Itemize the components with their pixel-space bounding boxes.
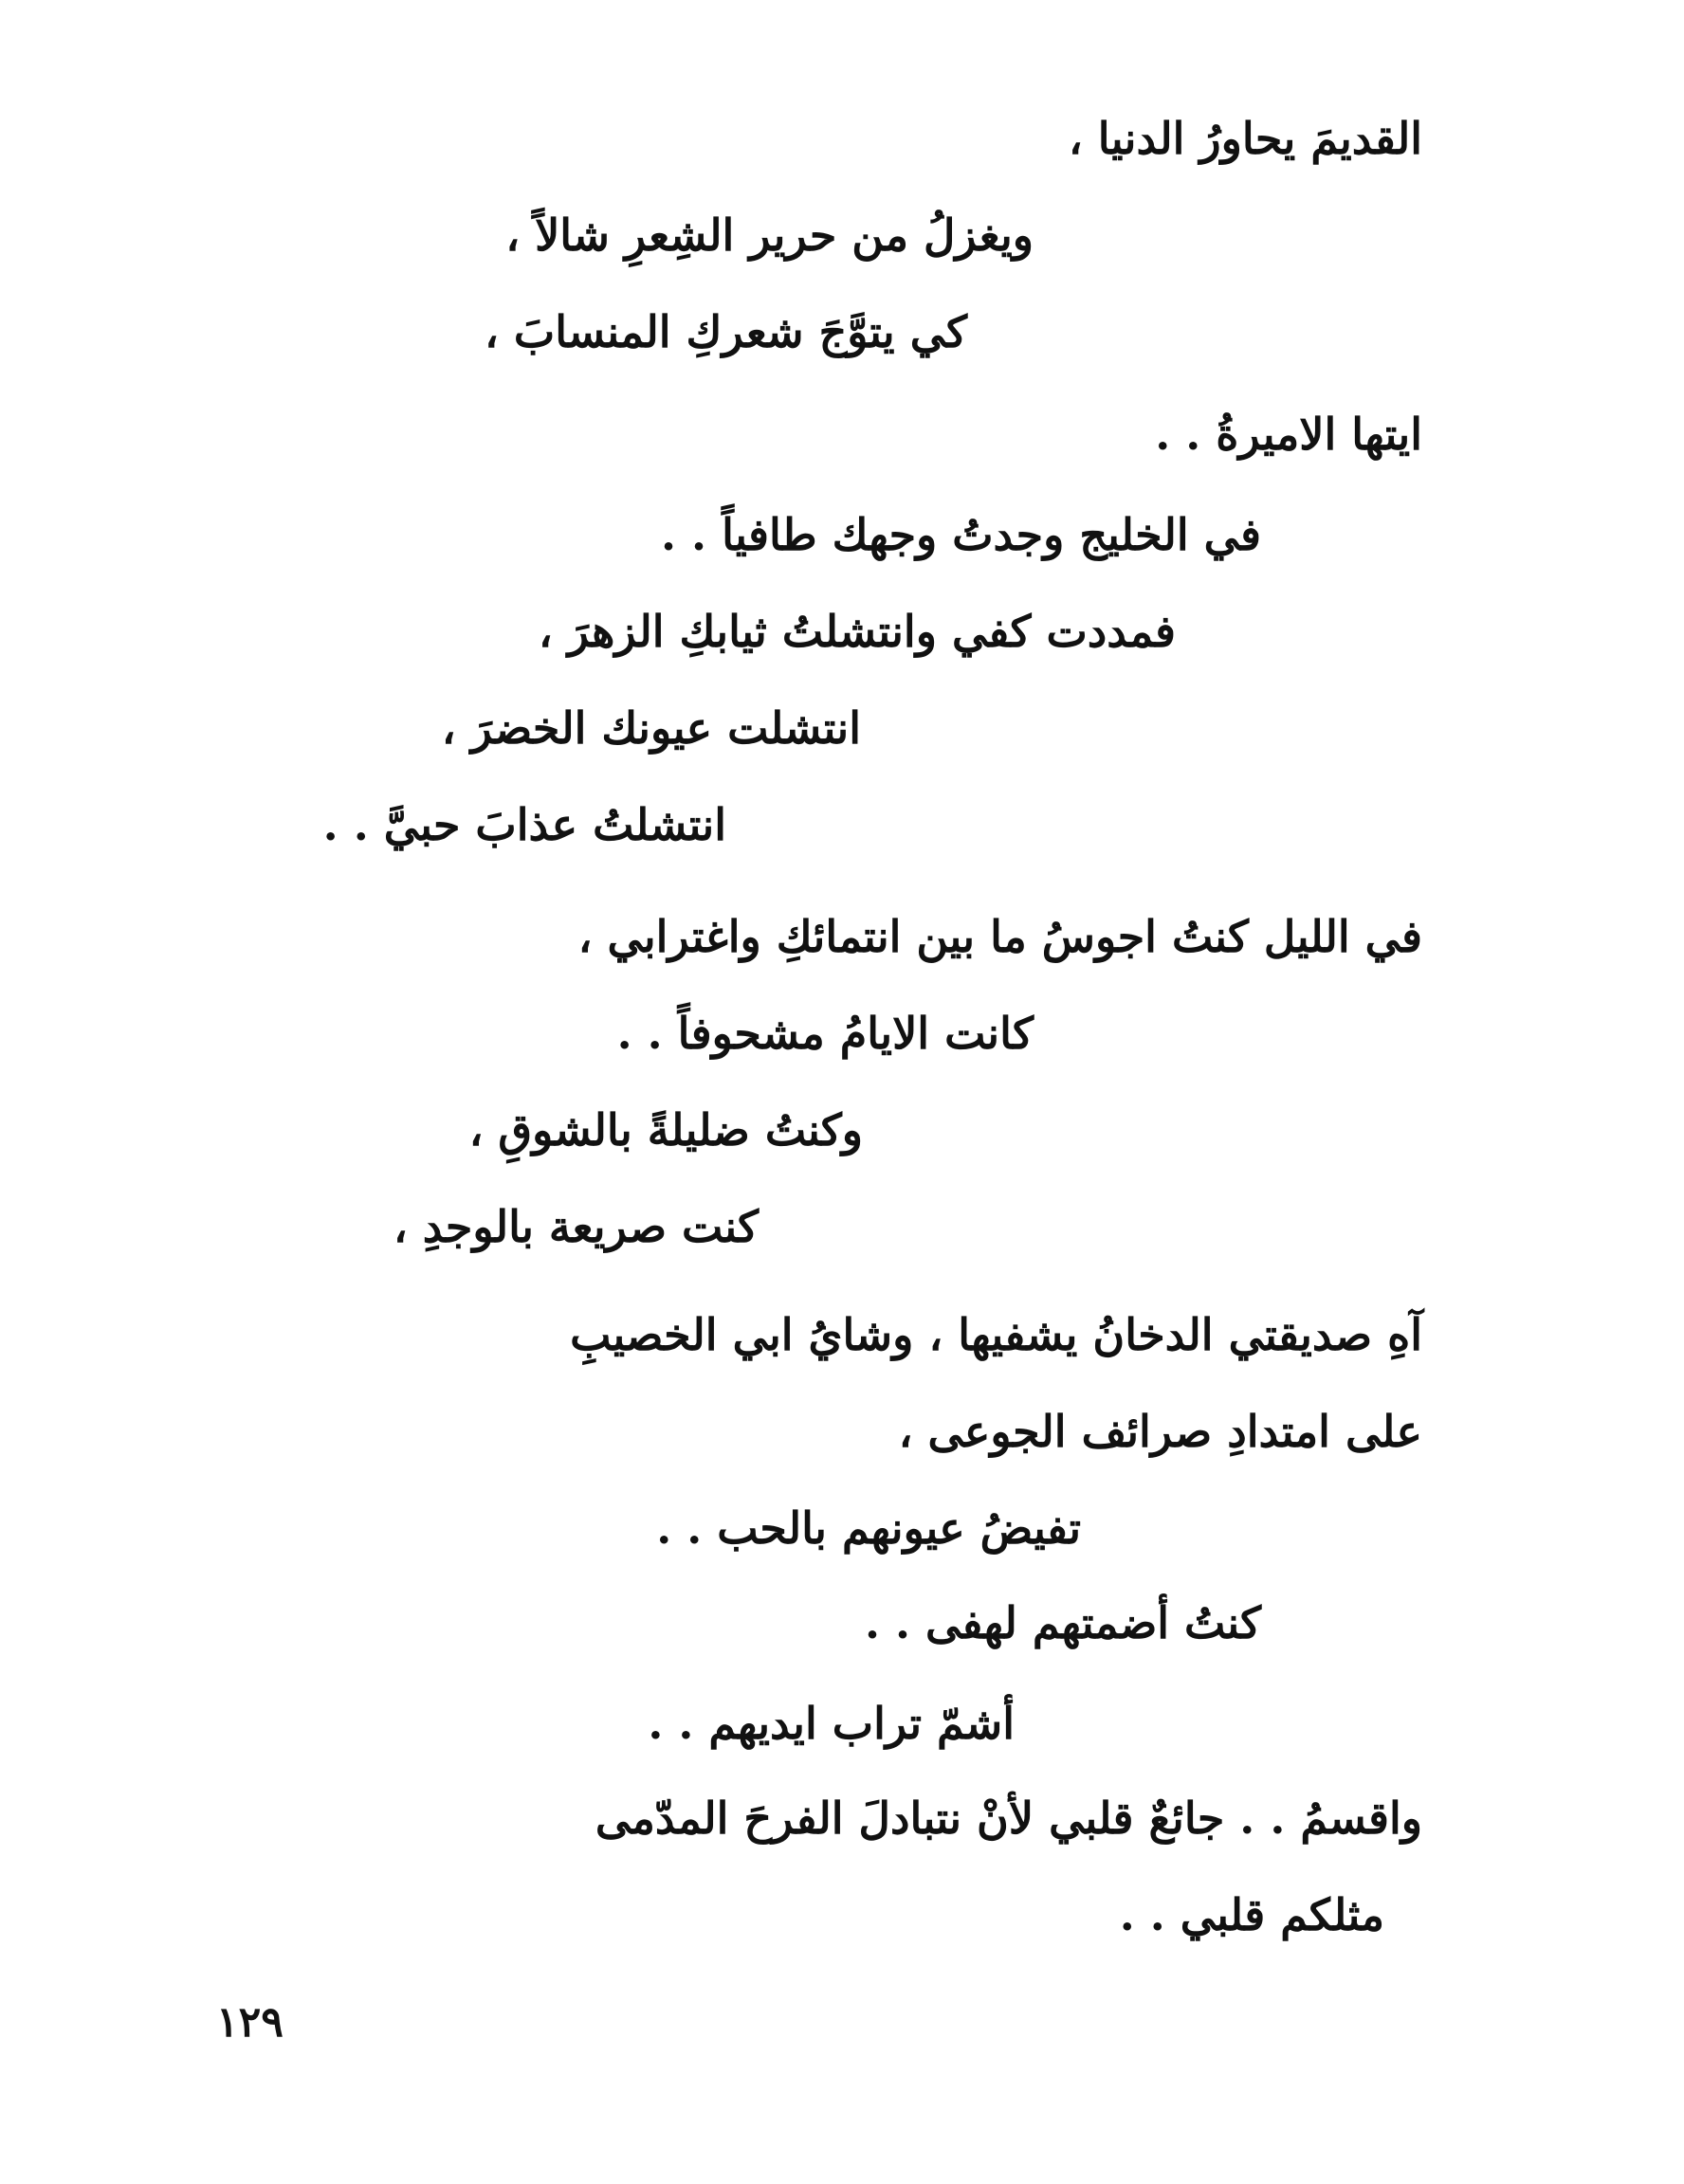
poem-line-8: انتشلتُ عذابَ حبيَّ . . bbox=[322, 799, 726, 850]
poem-line-13: آهِ صديقتي الدخانُ يشفيها ، وشايُ ابي الخصيبِ bbox=[570, 1309, 1422, 1360]
poem-line-5: في الخليج وجدتُ وجهك طافياً . . bbox=[661, 509, 1261, 560]
poem-line-17: أشمّ تراب ايديهم . . bbox=[648, 1698, 1015, 1749]
poem-line-18: واقسمُ . . جائعٌ قلبي لأنْ نتبادلَ الفرحَ المدّمى bbox=[595, 1793, 1422, 1844]
poem-line-12: كنت صريعة بالوجدِ ، bbox=[393, 1201, 759, 1252]
poem-line-9: في الليل كنتُ اجوسُ ما بين انتمائكِ واغترابي ، bbox=[577, 911, 1422, 962]
poem-line-19: مثلكم قلبي . . bbox=[1119, 1889, 1384, 1940]
poem-line-15: تفيضُ عيونهم بالحب . . bbox=[656, 1502, 1081, 1554]
poem-line-10: كانت الايامُ مشحوفاً . . bbox=[616, 1008, 1034, 1059]
poem-line-1: القديمَ يحاورُ الدنيا ، bbox=[1068, 113, 1422, 164]
poem-line-11: وكنتُ ضليلةً بالشوقِ ، bbox=[468, 1104, 863, 1156]
poem-line-3: كي يتوَّجَ شعركِ المنسابَ ، bbox=[485, 306, 967, 357]
page-number: ١٢٩ bbox=[216, 1998, 284, 2047]
poem-line-14: على امتدادِ صرائف الجوعى ، bbox=[898, 1406, 1422, 1457]
poem-line-4: ايتها الاميرةُ . . bbox=[1155, 409, 1422, 460]
poem-line-6: فمددت كفي وانتشلتُ ثيابكِ الزهرَ ، bbox=[538, 606, 1176, 657]
poem-line-2: ويغزلُ من حرير الشِعرِ شالاً ، bbox=[505, 209, 1034, 261]
poem-line-7: انتشلت عيونك الخضرَ ، bbox=[441, 702, 861, 754]
poem-line-16: كنتُ أضمتهم لهفى . . bbox=[865, 1597, 1261, 1648]
